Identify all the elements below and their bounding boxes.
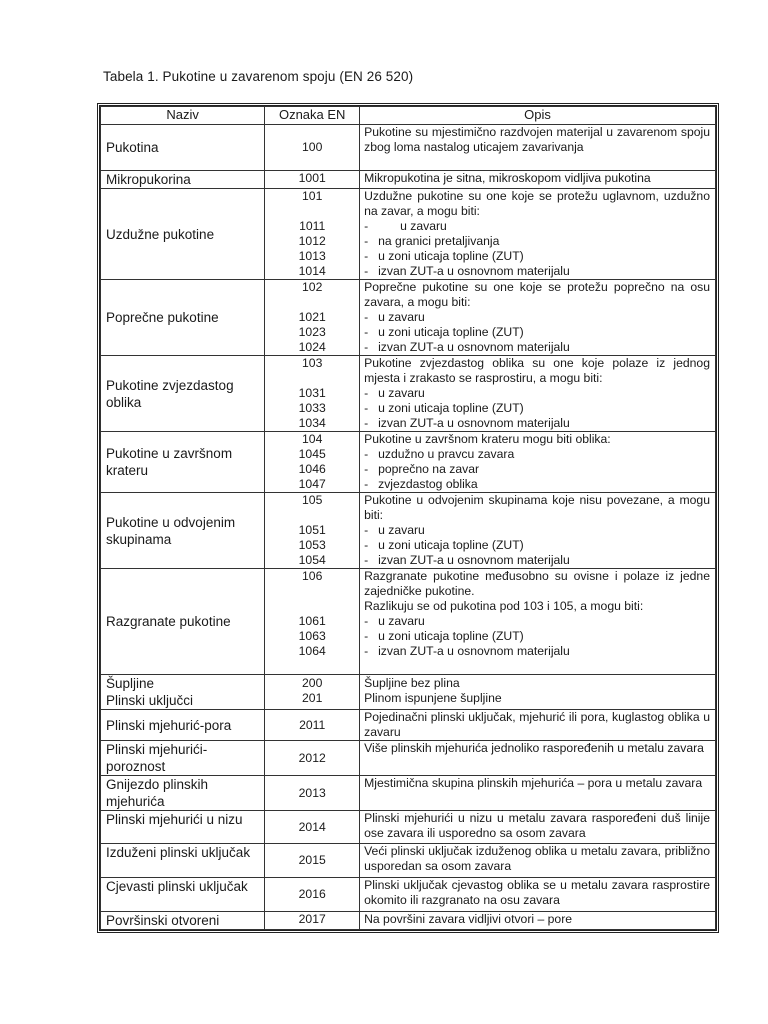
list-item: - uzdužno u pravcu zavara	[364, 447, 515, 461]
table-row	[101, 356, 716, 432]
row-code: 1034	[298, 416, 326, 430]
row-name: Pukotine u odvojenim skupinama	[101, 493, 265, 569]
row-code: 101	[302, 189, 323, 203]
row-code: 1054	[298, 553, 326, 567]
row-name: Pukotine zvjezdastog oblika	[101, 356, 265, 432]
table-row	[101, 125, 716, 171]
row-code: 1064	[298, 644, 326, 658]
table-row	[101, 811, 716, 844]
list-item: - u zoni uticaja topline (ZUT)	[364, 629, 524, 643]
table-row	[101, 776, 716, 811]
row-desc: Na površini zavara vidljivi otvori – pore	[360, 912, 716, 930]
row-code: 102	[302, 280, 323, 294]
row-code: 1014	[298, 264, 326, 278]
row-codes	[265, 569, 360, 675]
row-desc: Uzdužne pukotine su one koje se protežu uglavnom, uzdužno na zavar, a mogu biti:	[364, 189, 710, 218]
row-desc-cell	[360, 493, 716, 569]
row-code: 2014	[265, 811, 360, 844]
row-code: 200	[302, 676, 323, 690]
row-name: Cjevasti plinski uključak	[101, 878, 265, 912]
defects-table	[100, 106, 716, 930]
row-name: Uzdužne pukotine	[101, 189, 265, 280]
row-code: 2017	[265, 912, 360, 930]
list-item: - u zoni uticaja topline (ZUT)	[364, 538, 524, 552]
list-item: - izvan ZUT-a u osnovnom materijalu	[364, 644, 570, 658]
row-code: 1023	[298, 325, 326, 339]
row-desc-2: Razlikuju se od pukotina pod 103 i 105, a mogu biti:	[364, 599, 644, 613]
row-code: 1001	[265, 171, 360, 189]
row-code	[265, 584, 359, 599]
row-code: 2013	[265, 776, 360, 811]
row-desc-2: Plinom ispunjene šupljine	[364, 691, 502, 705]
list-item: - u zavaru	[364, 614, 425, 628]
row-name: Plinski mjehurići u nizu	[101, 811, 265, 844]
row-code: 1024	[298, 340, 326, 354]
row-name: Izduženi plinski uključak	[101, 844, 265, 878]
row-name: Gnijezdo plinskih mjehurića	[101, 776, 265, 811]
list-item: - u zoni uticaja topline (ZUT)	[364, 401, 524, 415]
list-item: - izvan ZUT-a u osnovnom materijalu	[364, 416, 570, 430]
row-name: Plinski mjehurić-pora	[101, 710, 265, 741]
table-row	[101, 569, 716, 675]
table-row	[101, 710, 716, 741]
row-name: Mikropukorina	[101, 171, 265, 189]
row-code: 2012	[265, 741, 360, 776]
table-row	[101, 741, 716, 776]
row-codes	[265, 280, 360, 356]
list-item: - izvan ZUT-a u osnovnom materijalu	[364, 264, 570, 278]
row-code	[265, 204, 359, 219]
row-codes	[265, 493, 360, 569]
table-row	[101, 493, 716, 569]
row-desc: Pojedinačni plinski uključak, mjehurić ili pora, kuglastog oblika u zavaru	[360, 710, 716, 741]
row-desc: Plinski mjehurići u nizu u metalu zavara raspoređeni duš linije ose zavara ili usporedno sa osom zavara	[360, 811, 716, 844]
table-row	[101, 432, 716, 493]
row-name: Šupljine	[106, 676, 155, 691]
row-name: Poprečne pukotine	[101, 280, 265, 356]
row-code: 2015	[265, 844, 360, 878]
table-row	[101, 912, 716, 930]
row-desc: Pukotine su mjestimično razdvojen materijal u zavarenom spoju zbog loma nastalog uticajem zavarivanja	[360, 125, 716, 171]
row-desc-cell	[360, 189, 716, 280]
row-code: 106	[302, 569, 323, 583]
row-desc: Više plinskih mjehurića jednoliko raspoređenih u metalu zavara	[360, 741, 716, 776]
list-item: - u zoni uticaja topline (ZUT)	[364, 249, 524, 263]
row-desc: Mjestimična skupina plinskih mjehurića – pora u metalu zavara	[360, 776, 716, 811]
row-codes	[265, 675, 360, 710]
row-codes	[265, 189, 360, 280]
row-code: 1046	[298, 462, 326, 476]
row-code: 1012	[298, 234, 326, 248]
row-desc-cell	[360, 432, 716, 493]
row-code: 2016	[265, 878, 360, 912]
list-item: - u zavaru	[364, 219, 447, 233]
row-desc: Pukotine u završnom krateru mogu biti oblika:	[364, 432, 611, 446]
row-name: Razgranate pukotine	[101, 569, 265, 675]
list-item: - u zavaru	[364, 386, 425, 400]
table-row	[101, 844, 716, 878]
row-code: 1031	[298, 386, 326, 400]
table-row	[101, 878, 716, 912]
defects-table-frame	[97, 103, 719, 933]
header-oznaka: Oznaka EN	[265, 107, 360, 125]
row-code: 100	[265, 125, 360, 171]
list-item: - u zavaru	[364, 310, 425, 324]
row-code: 1021	[298, 310, 326, 324]
row-code: 1051	[298, 523, 326, 537]
row-code: 1011	[299, 219, 326, 233]
row-desc: Pukotine zvjezdastog oblika su one koje polaze iz jednog mjesta i zrakasto se rasprostiru, a mogu biti:	[364, 356, 710, 385]
row-desc-cell	[360, 280, 716, 356]
row-code: 1033	[298, 401, 326, 415]
row-desc: Veći plinski uključak izduženog oblika u metalu zavara, približno usporedan sa osom zavara	[360, 844, 716, 878]
row-code: 1013	[298, 249, 326, 263]
row-code: 201	[302, 691, 323, 705]
table-row	[101, 280, 716, 356]
row-code: 2011	[265, 710, 360, 741]
row-desc-cell	[360, 569, 716, 675]
row-codes	[265, 356, 360, 432]
list-item: - poprečno na zavar	[364, 462, 480, 476]
list-item: - u zoni uticaja topline (ZUT)	[364, 325, 524, 339]
list-item: - na granici pretaljivanja	[364, 234, 500, 248]
list-item: - zvjezdastog oblika	[364, 477, 478, 491]
row-code: 103	[302, 356, 323, 370]
table-row	[101, 171, 716, 189]
row-code: 104	[302, 432, 323, 446]
row-code: 1047	[298, 477, 326, 491]
row-code	[265, 295, 359, 310]
row-code	[265, 508, 359, 523]
row-desc-cell	[360, 356, 716, 432]
row-name: Pukotine u završnom krateru	[101, 432, 265, 493]
row-desc: Poprečne pukotine su one koje se protežu poprečno na osu zavara, a mogu biti:	[364, 280, 710, 309]
row-name-2: Plinski uključci	[106, 693, 194, 708]
header-opis: Opis	[360, 107, 716, 125]
row-desc: Šupljine bez plina	[364, 676, 460, 690]
row-code: 1063	[298, 629, 326, 643]
table-header-row	[101, 107, 716, 125]
row-desc-cell	[360, 675, 716, 710]
row-name: Pukotina	[101, 125, 265, 171]
list-item: - izvan ZUT-a u osnovnom materijalu	[364, 553, 570, 567]
list-item: - u zavaru	[364, 523, 425, 537]
row-codes	[265, 432, 360, 493]
row-code: 105	[302, 493, 323, 507]
row-desc: Razgranate pukotine međusobno su ovisne i polaze iz jedne zajedničke pukotine.	[364, 569, 710, 598]
row-desc: Pukotine u odvojenim skupinama koje nisu povezane, a mogu biti:	[364, 493, 710, 522]
row-name: Plinski mjehurići-poroznost	[101, 741, 265, 776]
list-item: - izvan ZUT-a u osnovnom materijalu	[364, 340, 570, 354]
row-name-cell	[101, 675, 265, 710]
row-code: 1045	[298, 447, 326, 461]
table-row	[101, 675, 716, 710]
row-code	[265, 599, 359, 614]
table-caption: Tabela 1. Pukotine u zavarenom spoju (EN 26 520)	[103, 69, 414, 84]
row-desc: Mikropukotina je sitna, mikroskopom vidljiva pukotina	[360, 171, 716, 189]
header-naziv: Naziv	[101, 107, 265, 125]
row-name: Površinski otvoreni	[101, 912, 265, 930]
row-desc: Plinski uključak cjevastog oblika se u metalu zavara rasprostire okomito ili razgranato na osu zavara	[360, 878, 716, 912]
row-code: 1053	[298, 538, 326, 552]
row-code	[265, 371, 359, 386]
table-row	[101, 189, 716, 280]
row-code: 1061	[298, 614, 326, 628]
